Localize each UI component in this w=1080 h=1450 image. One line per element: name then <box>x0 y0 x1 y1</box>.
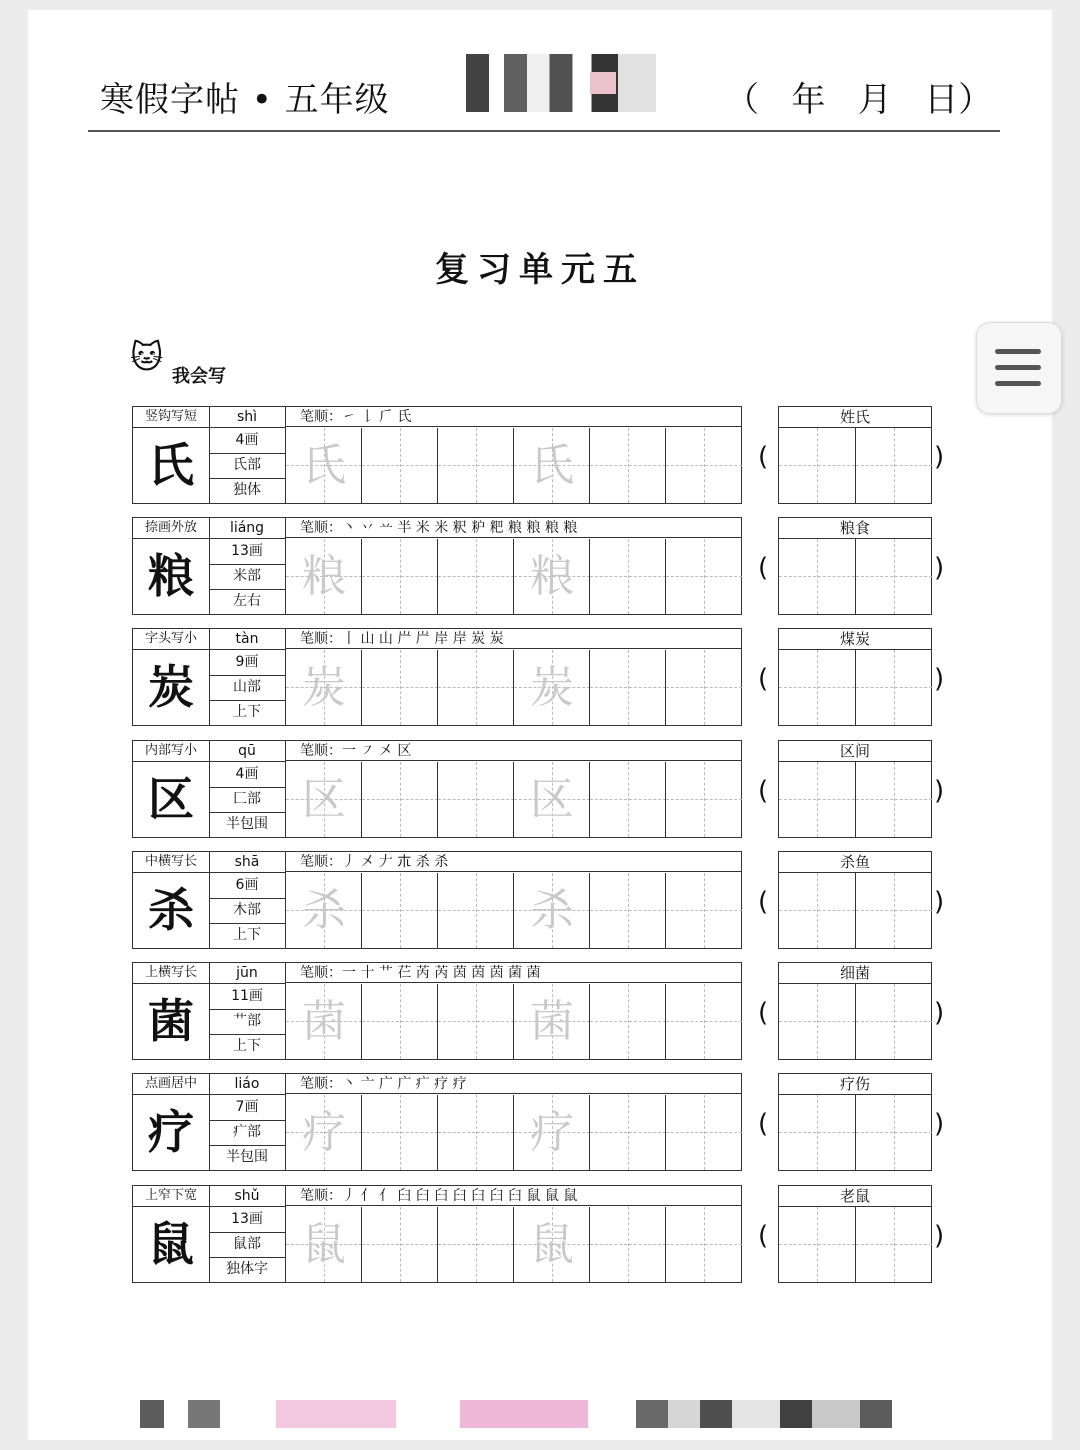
trace-character: 粮 <box>530 551 574 602</box>
practice-cell[interactable] <box>361 428 437 503</box>
stroke-count: 11画 <box>209 984 286 1010</box>
model-character: 疗 <box>133 1095 210 1170</box>
character-row <box>132 1073 945 1171</box>
close-paren: ) <box>934 1109 945 1139</box>
stroke-count: 9画 <box>209 650 286 676</box>
pinyin: shā <box>209 852 286 873</box>
trace-character: 菌 <box>530 996 574 1047</box>
practice-cell[interactable] <box>437 762 513 837</box>
practice-cell[interactable] <box>437 650 513 725</box>
word-box <box>778 1073 932 1171</box>
radical: 匚部 <box>209 787 286 813</box>
structure: 上下 <box>209 700 286 725</box>
practice-cell[interactable] <box>361 762 437 837</box>
practice-grid <box>132 406 742 504</box>
character-row <box>132 740 945 838</box>
practice-cell[interactable] <box>361 873 437 948</box>
practice-cell[interactable] <box>437 984 513 1059</box>
word-label: 粮食 <box>779 518 931 539</box>
word-label: 区间 <box>779 741 931 762</box>
trace-character: 疗 <box>530 1107 574 1158</box>
word-label: 老鼠 <box>779 1186 931 1207</box>
practice-cell[interactable] <box>589 650 665 725</box>
pinyin: tàn <box>209 629 286 650</box>
open-paren: ( <box>758 887 769 917</box>
practice-cell[interactable] <box>361 984 437 1059</box>
trace-character: 粮 <box>302 551 346 602</box>
word-cell[interactable] <box>855 873 931 948</box>
trace-character: 菌 <box>302 996 346 1047</box>
word-cell[interactable] <box>855 539 931 614</box>
model-character: 杀 <box>133 873 210 948</box>
stroke-order: 笔顺：丶 丷 䒑 半 米 米 粎 粐 粑 粮 粮 粮 粮 <box>286 518 741 538</box>
pinyin: shì <box>209 407 286 428</box>
word-cell[interactable] <box>779 539 855 614</box>
practice-grid <box>132 740 742 838</box>
writing-tip: 上横写长 <box>133 963 210 984</box>
radical: 山部 <box>209 675 286 701</box>
radical: 木部 <box>209 898 286 924</box>
practice-grid <box>132 517 742 615</box>
radical: 氏部 <box>209 453 286 479</box>
practice-cell[interactable] <box>513 650 589 725</box>
practice-cell[interactable] <box>589 428 665 503</box>
radical: 疒部 <box>209 1120 286 1146</box>
structure: 左右 <box>209 589 286 614</box>
word-box <box>778 628 932 726</box>
word-box <box>778 406 932 504</box>
practice-cell[interactable] <box>361 1095 437 1170</box>
character-row <box>132 962 945 1060</box>
practice-cell[interactable] <box>437 873 513 948</box>
blurred-footer <box>140 1400 940 1428</box>
practice-cell[interactable] <box>513 984 589 1059</box>
writing-tip: 竖钩写短 <box>133 407 210 428</box>
model-character: 粮 <box>133 539 210 614</box>
practice-cell[interactable] <box>665 1207 741 1282</box>
radical: 鼠部 <box>209 1232 286 1258</box>
close-paren: ) <box>934 442 945 472</box>
practice-grid <box>132 1185 742 1283</box>
stroke-order: 笔顺：㇀ 𠄌 𠂆 氏 <box>286 407 741 427</box>
trace-character: 鼠 <box>530 1219 574 1270</box>
character-row <box>132 517 945 615</box>
word-cell[interactable] <box>855 428 931 503</box>
practice-grid <box>132 962 742 1060</box>
word-box <box>778 740 932 838</box>
close-paren: ) <box>934 776 945 806</box>
stroke-order: 笔顺：一 ㇇ 㐅 区 <box>286 741 741 761</box>
pinyin: shǔ <box>209 1186 286 1207</box>
character-row <box>132 851 945 949</box>
practice-cell[interactable] <box>589 873 665 948</box>
word-label: 姓氏 <box>779 407 931 428</box>
structure: 半包围 <box>209 1145 286 1170</box>
practice-cell[interactable] <box>285 539 361 614</box>
model-character: 鼠 <box>133 1207 210 1282</box>
stroke-count: 4画 <box>209 762 286 788</box>
close-paren: ) <box>934 998 945 1028</box>
stroke-count: 7画 <box>209 1095 286 1121</box>
word-box <box>778 1185 932 1283</box>
word-cell[interactable] <box>779 984 855 1059</box>
character-row <box>132 406 945 504</box>
writing-tip: 中横写长 <box>133 852 210 873</box>
practice-cell[interactable] <box>665 762 741 837</box>
close-paren: ) <box>934 664 945 694</box>
trace-character: 杀 <box>530 885 574 936</box>
practice-cell[interactable] <box>513 428 589 503</box>
word-cell[interactable] <box>779 650 855 725</box>
word-cell[interactable] <box>779 1095 855 1170</box>
stroke-count: 4画 <box>209 428 286 454</box>
cat-mascot-icon: 🐱 <box>130 338 164 376</box>
word-cell[interactable] <box>779 428 855 503</box>
practice-grid <box>132 1073 742 1171</box>
trace-character: 炭 <box>302 662 346 713</box>
practice-cell[interactable] <box>285 762 361 837</box>
radical: 艹部 <box>209 1009 286 1035</box>
stroke-order: 笔顺：丿 亻 亻 臼 臼 臼 臼 臼 臼 臼 鼠 鼠 鼠 <box>286 1186 741 1206</box>
practice-cell[interactable] <box>665 984 741 1059</box>
menu-icon-bar <box>995 365 1041 370</box>
practice-cell[interactable] <box>285 984 361 1059</box>
word-cell[interactable] <box>855 1207 931 1282</box>
word-cell[interactable] <box>779 873 855 948</box>
word-label: 杀鱼 <box>779 852 931 873</box>
practice-cell[interactable] <box>589 1095 665 1170</box>
practice-cell[interactable] <box>513 873 589 948</box>
practice-cell[interactable] <box>665 873 741 948</box>
practice-cell[interactable] <box>589 1207 665 1282</box>
model-character: 区 <box>133 762 210 837</box>
radical: 米部 <box>209 564 286 590</box>
writing-tip: 字头写小 <box>133 629 210 650</box>
practice-cell[interactable] <box>285 428 361 503</box>
practice-cell[interactable] <box>361 650 437 725</box>
practice-cell[interactable] <box>665 1095 741 1170</box>
word-cell[interactable] <box>779 762 855 837</box>
open-paren: ( <box>758 553 769 583</box>
writing-tip: 内部写小 <box>133 741 210 762</box>
pinyin: qū <box>209 741 286 762</box>
practice-cell[interactable] <box>665 428 741 503</box>
writing-tip: 捺画外放 <box>133 518 210 539</box>
open-paren: ( <box>758 776 769 806</box>
section-label-text: 我会写 <box>172 366 226 387</box>
practice-cell[interactable] <box>665 539 741 614</box>
character-row <box>132 1185 945 1283</box>
practice-cell[interactable] <box>437 1095 513 1170</box>
blurred-qr-code <box>466 54 656 112</box>
section-label <box>130 338 260 388</box>
writing-tip: 点画居中 <box>133 1074 210 1095</box>
word-box <box>778 962 932 1060</box>
practice-grid <box>132 628 742 726</box>
pinyin: liáo <box>209 1074 286 1095</box>
stroke-order: 笔顺：丶 亠 广 广 疒 疗 疗 <box>286 1074 741 1094</box>
practice-cell[interactable] <box>589 539 665 614</box>
word-cell[interactable] <box>855 650 931 725</box>
stroke-order: 笔顺：丨 山 山 屵 屵 岸 岸 炭 炭 <box>286 629 741 649</box>
open-paren: ( <box>758 1109 769 1139</box>
model-character: 氏 <box>133 428 210 503</box>
stroke-order: 笔顺：一 十 艹 芢 芮 芮 茵 茵 茵 菌 菌 <box>286 963 741 983</box>
menu-icon <box>995 349 1041 354</box>
practice-cell[interactable] <box>437 428 513 503</box>
structure: 半包围 <box>209 812 286 837</box>
trace-character: 氏 <box>302 440 346 491</box>
trace-character: 氏 <box>530 440 574 491</box>
trace-character: 区 <box>302 774 346 825</box>
stroke-count: 13画 <box>209 1207 286 1233</box>
structure: 独体字 <box>209 1257 286 1282</box>
model-character: 菌 <box>133 984 210 1059</box>
practice-cell[interactable] <box>665 650 741 725</box>
practice-cell[interactable] <box>285 1207 361 1282</box>
word-label: 疗伤 <box>779 1074 931 1095</box>
menu-icon-bar <box>995 381 1041 386</box>
word-cell[interactable] <box>855 984 931 1059</box>
close-paren: ) <box>934 887 945 917</box>
practice-cell[interactable] <box>361 1207 437 1282</box>
writing-tip: 上窄下宽 <box>133 1186 210 1207</box>
unit-title: 复习单元五 <box>435 250 645 290</box>
word-box <box>778 851 932 949</box>
close-paren: ) <box>934 553 945 583</box>
trace-character: 区 <box>530 774 574 825</box>
word-cell[interactable] <box>855 1095 931 1170</box>
trace-character: 炭 <box>530 662 574 713</box>
word-cell[interactable] <box>855 762 931 837</box>
practice-cell[interactable] <box>513 1207 589 1282</box>
practice-cell[interactable] <box>513 1095 589 1170</box>
practice-cell[interactable] <box>361 539 437 614</box>
header-title: 寒假字帖 • 五年级 <box>100 80 390 120</box>
open-paren: ( <box>758 998 769 1028</box>
model-character: 炭 <box>133 650 210 725</box>
character-row <box>132 628 945 726</box>
header-divider <box>88 130 1000 132</box>
trace-character: 鼠 <box>302 1219 346 1270</box>
trace-character: 疗 <box>302 1107 346 1158</box>
practice-cell[interactable] <box>437 1207 513 1282</box>
pinyin: jūn <box>209 963 286 984</box>
structure: 上下 <box>209 923 286 948</box>
header-date: （ 年 月 日） <box>725 80 993 120</box>
menu-button[interactable] <box>976 322 1062 414</box>
practice-grid <box>132 851 742 949</box>
trace-character: 杀 <box>302 885 346 936</box>
practice-cell[interactable] <box>589 984 665 1059</box>
practice-cell[interactable] <box>437 539 513 614</box>
close-paren: ) <box>934 1221 945 1251</box>
stroke-count: 6画 <box>209 873 286 899</box>
practice-cell[interactable] <box>285 873 361 948</box>
word-label: 细菌 <box>779 963 931 984</box>
word-label: 煤炭 <box>779 629 931 650</box>
structure: 上下 <box>209 1034 286 1059</box>
word-cell[interactable] <box>779 1207 855 1282</box>
practice-cell[interactable] <box>513 539 589 614</box>
practice-cell[interactable] <box>285 650 361 725</box>
open-paren: ( <box>758 664 769 694</box>
word-box <box>778 517 932 615</box>
open-paren: ( <box>758 1221 769 1251</box>
practice-cell[interactable] <box>589 762 665 837</box>
structure: 独体 <box>209 478 286 503</box>
stroke-order: 笔顺：丿 㐅 𠂇 𣎳 杀 杀 <box>286 852 741 872</box>
pinyin: liáng <box>209 518 286 539</box>
practice-cell[interactable] <box>285 1095 361 1170</box>
open-paren: ( <box>758 442 769 472</box>
stroke-count: 13画 <box>209 539 286 565</box>
practice-cell[interactable] <box>513 762 589 837</box>
